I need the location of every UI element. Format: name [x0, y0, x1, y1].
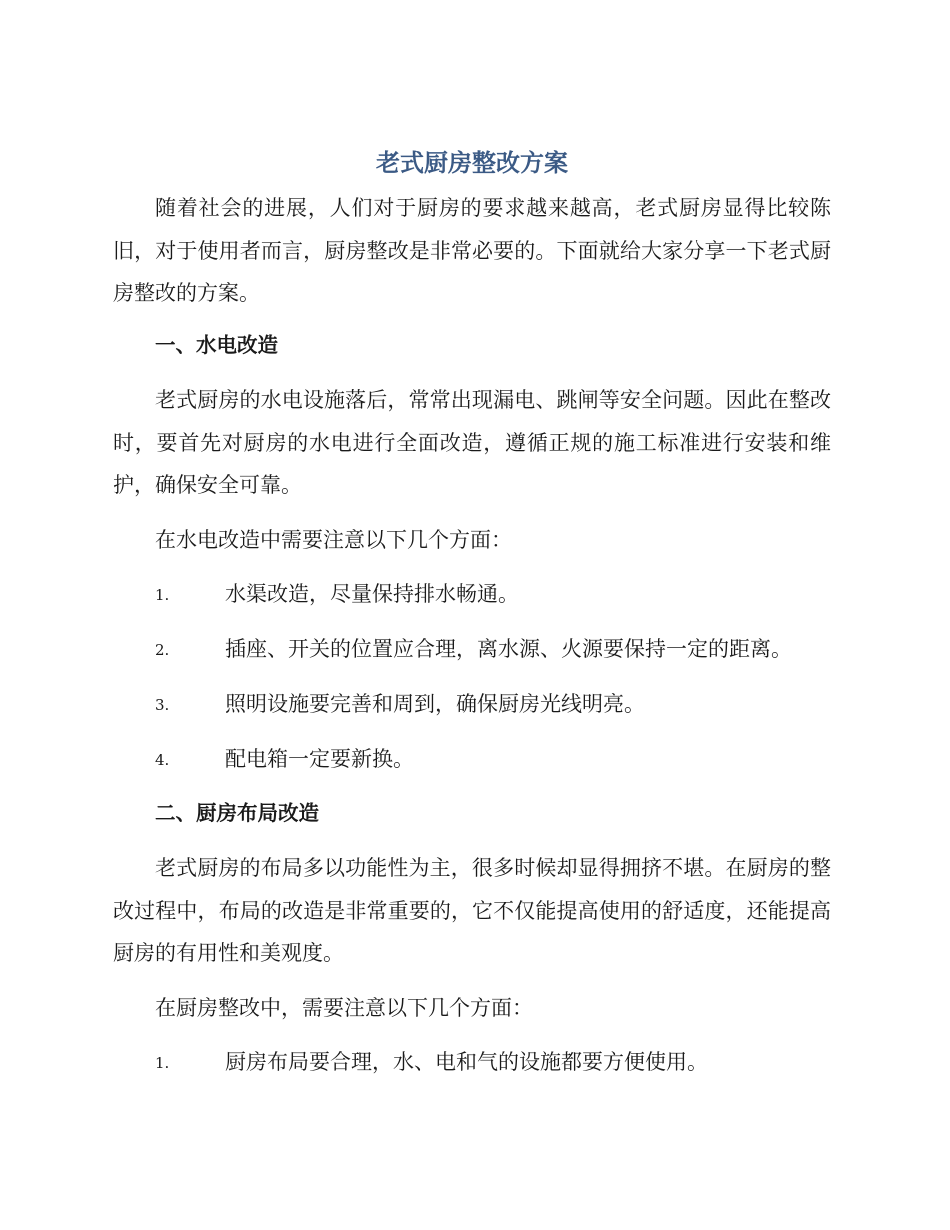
list-text: 照明设施要完善和周到，确保厨房光线明亮。 — [225, 692, 645, 716]
list-number: 4. — [155, 751, 170, 769]
section1-lead: 在水电改造中需要注意以下几个方面： — [155, 528, 512, 552]
list-item — [113, 743, 831, 775]
intro-paragraph: 随着社会的进展，人们对于厨房的要求越来越高，老式厨房显得比较陈旧，对于使用者而言，厨房整改是非常必要的。下面就给大家分享一下老式厨房整改的方案。 — [113, 196, 831, 305]
document-title: 老式厨房整改方案 — [376, 149, 568, 177]
list-item — [113, 578, 831, 610]
list-text: 插座、开关的位置应合理，离水源、火源要保持一定的距离。 — [225, 637, 792, 661]
list-number: 1. — [155, 586, 170, 604]
list-item — [113, 1046, 831, 1078]
section1-paragraph: 老式厨房的水电设施落后，常常出现漏电、跳闸等安全问题。因此在整改时，要首先对厨房的水电进行全面改造，遵循正规的施工标准进行安装和维护，确保安全可靠。 — [113, 388, 831, 497]
list-number: 3. — [155, 696, 170, 714]
section-heading-water-electric: 一、水电改造 — [155, 333, 278, 357]
list-text: 配电箱一定要新换。 — [225, 747, 414, 771]
list-text: 厨房布局要合理，水、电和气的设施都要方便使用。 — [225, 1050, 708, 1074]
list-number: 1. — [155, 1054, 170, 1072]
section2-paragraph: 老式厨房的布局多以功能性为主，很多时候却显得拥挤不堪。在厨房的整改过程中，布局的改造是非常重要的，它不仅能提高使用的舒适度，还能提高厨房的有用性和美观度。 — [113, 856, 831, 965]
list-number: 2. — [155, 641, 170, 659]
list-item — [113, 688, 831, 720]
list-text: 水渠改造，尽量保持排水畅通。 — [225, 582, 519, 606]
section2-lead: 在厨房整改中，需要注意以下几个方面： — [155, 996, 533, 1020]
section-heading-layout: 二、厨房布局改造 — [155, 801, 319, 825]
list-item — [113, 633, 831, 665]
